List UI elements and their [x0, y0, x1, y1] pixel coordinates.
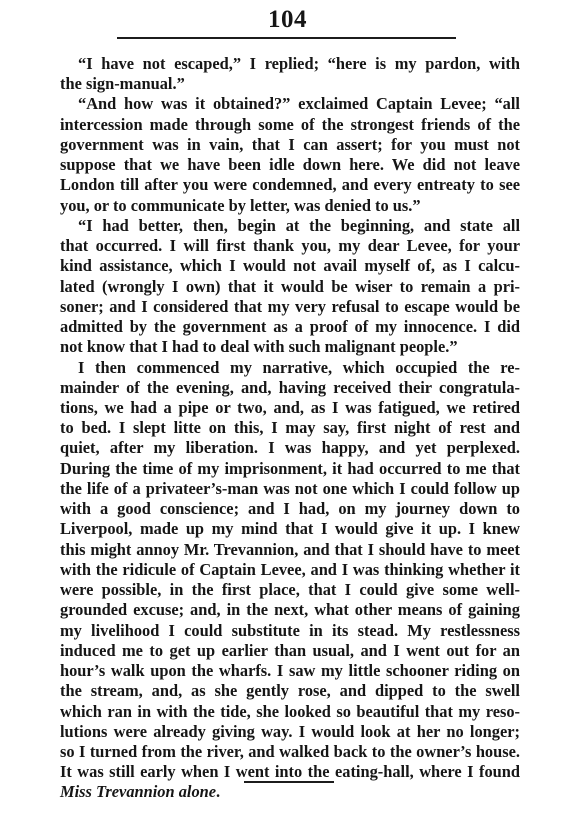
text-line: you, or to communicate by letter, was denied to us.”: [60, 195, 421, 215]
text-line: kind assistance, which I would not avail myself of, as I calcu-: [60, 256, 520, 276]
text-line: “I had better, then, begin at the beginning, and state all: [78, 215, 520, 235]
text-line: not know that I had to deal with such malignant people.”: [60, 337, 458, 357]
text-line: soner; and I considered that my very refusal to escape would be: [60, 296, 520, 316]
body-text: [60, 54, 520, 803]
text-line: quiet, after my liberation. I was happy, and yet perplexed.: [60, 438, 520, 458]
text-line: were possible, in the first place, that I could give some well-: [60, 580, 520, 600]
text-line: with a good conscience; and I had, on my journey down to: [60, 499, 520, 519]
text-line: the sign-manual.”: [60, 74, 185, 94]
text-line: which ran in with the tide, she looked so beautiful that my reso-: [60, 701, 520, 721]
text-line: “And how was it obtained?” exclaimed Captain Levee; “all: [78, 94, 520, 114]
text-line: hour’s walk upon the wharfs. I saw my little schooner riding on: [60, 661, 520, 681]
text-line: “I have not escaped,” I replied; “here is my pardon, with: [78, 54, 520, 73]
text-line: I then commenced my narrative, which occupied the re-: [78, 357, 520, 377]
text-line: Liverpool, made up my mind that I would give it up. I knew: [60, 519, 520, 539]
text-line: the stream, and, as she gently rose, and dipped to the swell: [60, 681, 520, 701]
text-line: London till after you were condemned, and every entreaty to see: [60, 175, 520, 195]
text-line: mainder of the evening, and, having received their congratula-: [60, 377, 520, 397]
text-line: that occurred. I will first thank you, my dear Levee, for your: [60, 236, 520, 256]
text-line: During the time of my imprisonment, it had occurred to me that: [60, 458, 520, 478]
text-line: the life of a privateer’s-man was not one which I could follow up: [60, 478, 520, 498]
text-line: lated (wrongly I own) that it would be wiser to remain a pri-: [60, 276, 520, 296]
text-line: my livelihood I could substitute in its stead. My restlessness: [60, 620, 520, 640]
italic-name: Miss Trevannion alone: [60, 782, 217, 802]
text-line: lutions were already giving way. I would look at her no longer;: [60, 721, 520, 741]
text-line: with the ridicule of Captain Levee, and I was thinking whether it: [60, 559, 520, 579]
text-line-final: [60, 782, 520, 802]
text-line: admitted by the government as a proof of my innocence. I did: [60, 317, 520, 337]
text-line: this might annoy Mr. Trevannion, and that I should have to meet: [60, 539, 520, 559]
text-line: grounded excuse; and, in the next, what other means of gaining: [60, 600, 520, 620]
text-line: to bed. I slept litte on this, I may say, first night of rest and: [60, 418, 520, 438]
text-line: induced me to get up earlier than usual, and I went out for an: [60, 640, 520, 660]
text-line: suppose that we have been idle down here. We did not leave: [60, 155, 520, 175]
text-line: tions, we had a pipe or two, and, as I was fatigued, we retired: [60, 397, 520, 417]
text-line: intercession made through some of the strongest friends of the: [60, 114, 520, 134]
text-line: government was in vain, that I can assert; for you must not: [60, 134, 520, 154]
footer-rule: [244, 781, 334, 783]
final-period: .: [216, 782, 221, 802]
page-number: 104: [268, 6, 307, 33]
header-rule: [117, 37, 456, 39]
text-line: so I turned from the river, and walked back to the owner’s house.: [60, 741, 520, 761]
text-line: It was still early when I went into the eating-hall, where I found: [60, 762, 520, 782]
